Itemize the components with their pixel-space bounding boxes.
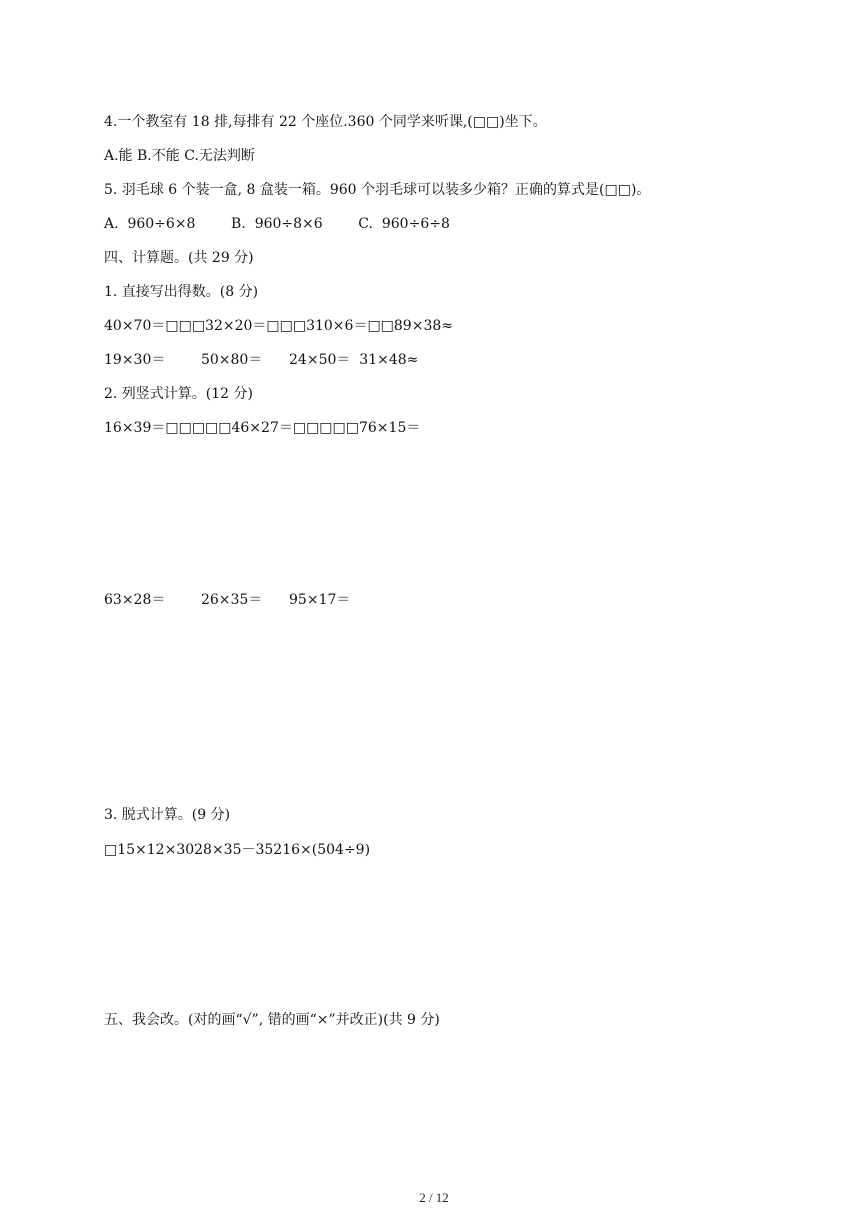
subsection-2-heading: 2. 列竖式计算。(12 分) bbox=[104, 386, 253, 402]
question-4: 4.一个教室有 18 排,每排有 22 个座位.360 个同学来听课,(□□)坐下。 bbox=[104, 114, 547, 130]
page-number: 2 / 12 bbox=[419, 1190, 449, 1205]
oral-calc-row-2: 19×30＝ 50×80＝ 24×50＝ 31×48≈ bbox=[104, 352, 419, 368]
vertical-calc-row-1: 16×39＝□□□□□46×27＝□□□□□76×15＝ bbox=[104, 420, 421, 436]
section-4-heading: 四、计算题。(共 29 分) bbox=[104, 250, 254, 266]
question-5: 5. 羽毛球 6 个装一盒, 8 盒装一箱。960 个羽毛球可以装多少箱？正确的算式是(□□)。 bbox=[104, 182, 651, 198]
subsection-3-heading: 3. 脱式计算。(9 分) bbox=[104, 807, 231, 823]
step-calc-row: □15×12×3028×35－35216×(504÷9) bbox=[104, 842, 371, 858]
question-5-options: A. 960÷6×8 B. 960÷8×6 C. 960÷6÷8 bbox=[104, 216, 450, 232]
oral-calc-row-1: 40×70＝□□□32×20＝□□□310×6＝□□89×38≈ bbox=[104, 318, 453, 334]
vertical-calc-row-2: 63×28＝ 26×35＝ 95×17＝ bbox=[104, 592, 351, 608]
subsection-1-heading: 1. 直接写出得数。(8 分) bbox=[104, 284, 259, 300]
section-5-heading: 五、我会改。(对的画“√”, 错的画“×”并改正)(共 9 分) bbox=[104, 1012, 440, 1028]
question-4-options: A.能 B.不能 C.无法判断 bbox=[104, 148, 255, 164]
